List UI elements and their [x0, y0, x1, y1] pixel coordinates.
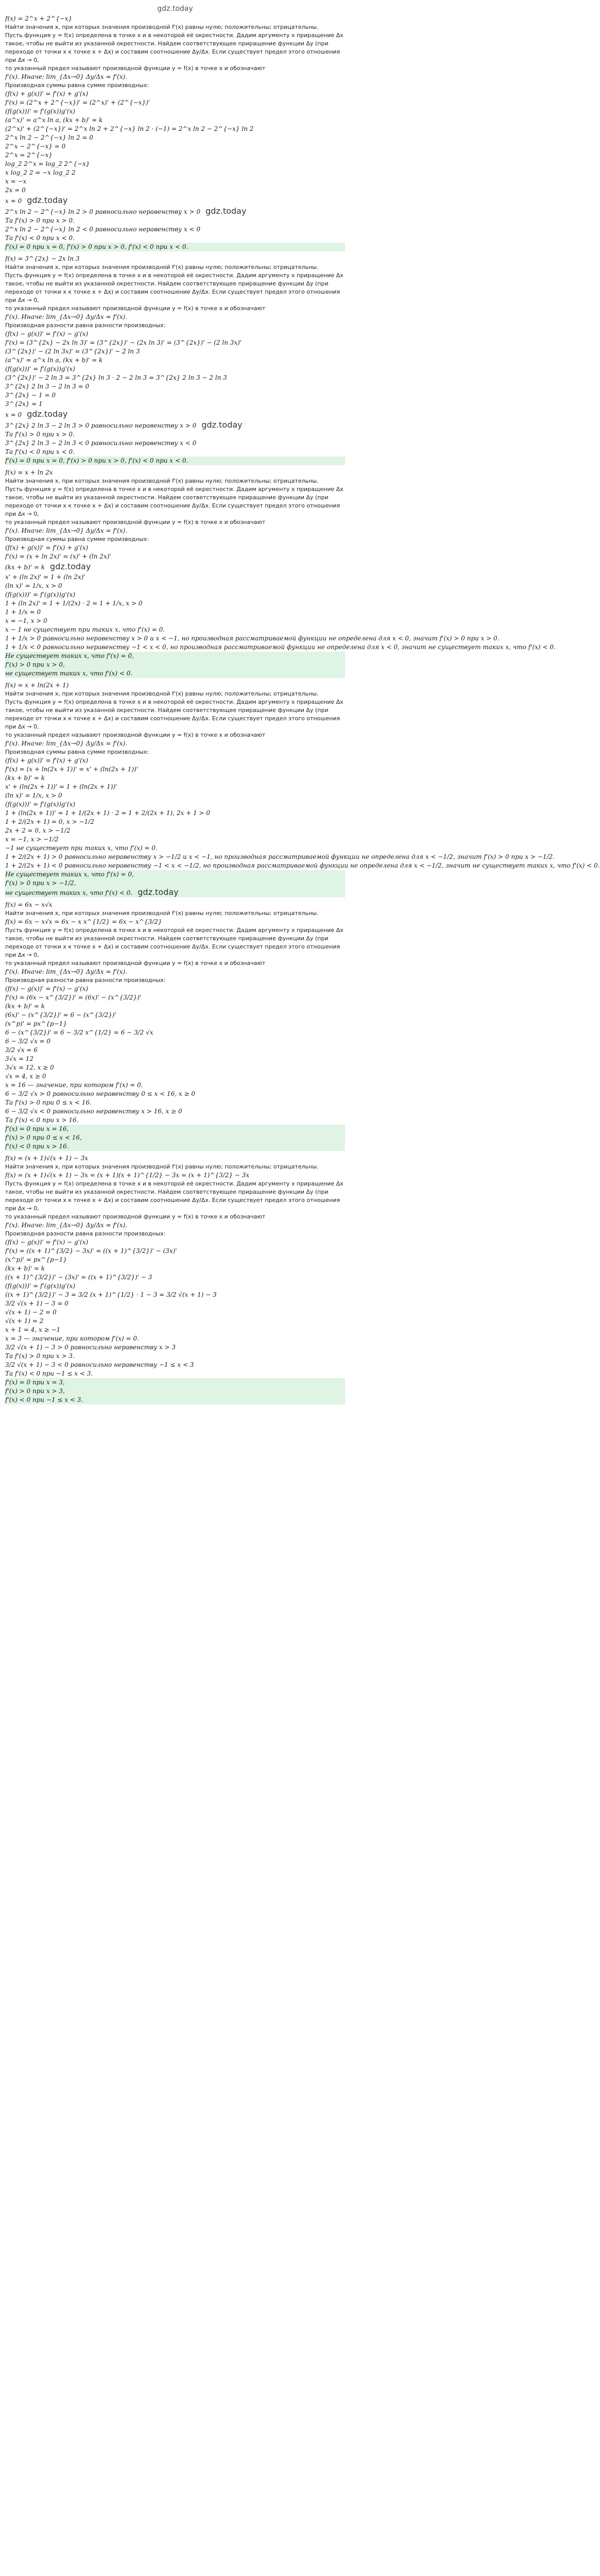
formula-line: [5, 1221, 345, 1230]
line-text: √x = 4, x ≥ 0: [5, 1073, 46, 1080]
formula-line: [5, 1352, 345, 1361]
line-text: Найти значения x, при которых значения производной f'(x) равны нулю; положительны; отрицательны.: [5, 24, 319, 30]
task-t2: [5, 255, 345, 465]
formula-line: [5, 1369, 345, 1378]
solutions: [5, 14, 600, 1404]
line-text: 3√x = 12, x ≥ 0: [5, 1064, 54, 1071]
line-text: 3/2 √(x + 1) − 3 = 0: [5, 1300, 68, 1307]
line-text: x' + (ln(2x + 1))' = 1 + (ln(2x + 1))': [5, 783, 117, 790]
formula-line: [5, 1028, 345, 1037]
formula-line: [5, 774, 345, 783]
line-text: 2x = 0: [5, 187, 26, 194]
formula-line: [5, 195, 345, 207]
formula-line: [5, 1020, 345, 1028]
formula-line: [5, 573, 345, 582]
line-text: (f(g(x)))' = f'(g(x))g'(x): [5, 801, 75, 808]
line-text: Производная разности равна разности производных:: [5, 1230, 166, 1237]
formula-line: [5, 617, 345, 625]
formula-line: [5, 634, 500, 643]
formula-line: [5, 400, 345, 409]
line-text: (a^x)' = a^x ln a, (kx + b)' = k: [5, 116, 103, 124]
line-text: Та f'(x) < 0 при x < 0.: [5, 234, 75, 242]
formula-line: [5, 133, 345, 142]
line-text: не существует таких x, что f'(x) < 0.: [5, 889, 133, 896]
formula-line: [5, 756, 345, 765]
line-text: ((x + 1)^{3/2})' − (3x)' = ((x + 1)^{3/2})' − 3: [5, 1274, 152, 1281]
formula-line: [5, 985, 345, 993]
formula-line: [5, 739, 345, 748]
formula-line: [5, 599, 345, 608]
text-line: [5, 64, 345, 73]
formula-line: [5, 374, 345, 382]
line-text: 3^{2x} = 1: [5, 400, 43, 408]
formula-line: [5, 901, 345, 909]
line-text: f'(x) = 0 при x = 3,: [5, 1379, 65, 1386]
line-text: f'(x) = (6x − x^{3/2})' = (6x)' − (x^{3/2})': [5, 994, 142, 1001]
line-text: (6x)' − (x^{3/2})' = 6 − (x^{3/2})': [5, 1011, 116, 1019]
text-line: [5, 31, 345, 64]
line-text: то указанный предел называют производной функции y = f(x) в точке x и обозначают: [5, 519, 266, 526]
task-t1: [5, 14, 345, 251]
line-text: x = 0: [5, 411, 22, 418]
formula-line: [5, 1256, 345, 1264]
formula-line: [5, 544, 345, 552]
line-text: 6 − 3/2 √x > 0 равносильно неравенству 0 ≤ x < 16, x ≥ 0: [5, 1090, 195, 1097]
line-text: 6 − 3/2 √x < 0 равносильно неравенству x > 16, x ≥ 0: [5, 1108, 182, 1115]
line-text: 2^x = 2^{−x}: [5, 151, 53, 159]
formula-line: [5, 1264, 345, 1273]
formula-line: [5, 809, 345, 818]
task-t6: [5, 1154, 345, 1404]
formula-line: [5, 1055, 345, 1063]
text-line: [5, 272, 345, 304]
line-text: Та f'(x) > 0 при 0 ≤ x < 16.: [5, 1099, 92, 1106]
formula-line: [5, 338, 345, 347]
text-line: [5, 263, 345, 272]
line-text: Та f'(x) < 0 при x > 16.: [5, 1116, 79, 1124]
formula-line: [5, 186, 345, 195]
line-text: Производная разности равна разности производных:: [5, 322, 166, 329]
formula-line: [5, 527, 345, 535]
answer-line: [5, 1378, 345, 1387]
line-text: 3^{2x} 2 ln 3 − 2 ln 3 < 0 равносильно неравенству x < 0: [5, 439, 197, 447]
text-line: [5, 976, 345, 985]
answer-line: [5, 870, 345, 879]
line-text: (kx + b)' = k: [5, 774, 45, 782]
formula-line: [5, 234, 345, 243]
formula-line: [5, 1317, 345, 1326]
formula-line: [5, 448, 345, 456]
formula-line: [5, 14, 345, 23]
site-watermark: gdz.today: [157, 5, 193, 13]
formula-line: [5, 151, 345, 160]
line-text: x + 1 = 4, x ≥ −1: [5, 1326, 61, 1333]
formula-line: [5, 1046, 345, 1055]
line-text: Найти значения x, при которых значения производной f'(x) равны нулю; положительны; отрицательны.: [5, 910, 319, 917]
line-text: f'(x) < 0 при −1 ≤ x < 3.: [5, 1396, 83, 1403]
line-text: f'(x) = (3^{2x} − 2x ln 3)' = (3^{2x})' − (2x ln 3)' = (3^{2x})' − (2 ln 3x)': [5, 339, 242, 346]
formula-line: [5, 1299, 345, 1308]
line-text: f(x) = 6x − x√x = 6x − x x^{1/2} = 6x − x^{3/2}: [5, 918, 162, 925]
watermark: gdz.today: [50, 562, 91, 571]
line-text: f'(x). Иначе: lim_{Δx→0} Δy/Δx = f'(x).: [5, 1222, 127, 1229]
line-text: Та f'(x) < 0 при −1 ≤ x < 3.: [5, 1370, 93, 1377]
line-text: Найти значения x, при которых значения производной f'(x) равны нулю; положительны; отрицательны.: [5, 478, 319, 484]
formula-line: [5, 356, 345, 365]
formula-line: [5, 800, 345, 809]
text-line: [5, 690, 345, 698]
line-text: (f(g(x)))' = f'(g(x))g'(x): [5, 365, 75, 372]
line-text: (kx + b)' = k: [5, 1265, 45, 1272]
formula-line: [5, 561, 345, 573]
formula-line: [5, 255, 345, 263]
line-text: (f(x) + g(x))' = f'(x) + g'(x): [5, 90, 89, 97]
formula-line: [5, 1334, 345, 1343]
line-text: 1 + 2/(2x + 1) > 0 равносильно неравенству x > −1/2 и x < −1, но производная рассматриваемой функции не определена для x < −1/2, значит f'(x) > 0 при x > −1/2.: [5, 853, 555, 860]
formula-line: [5, 1273, 345, 1282]
watermark: gdz.today: [205, 206, 247, 216]
line-text: (ln x)' = 1/x, x > 0: [5, 792, 62, 799]
formula-line: [5, 439, 345, 448]
formula-line: [5, 1090, 345, 1098]
formula-line: [5, 90, 345, 98]
text-line: [5, 1180, 345, 1213]
line-text: Та f'(x) > 0 при x > 3.: [5, 1352, 75, 1360]
text-line: [5, 477, 345, 485]
answer-line: [5, 243, 345, 251]
formula-line: [5, 968, 345, 976]
watermark: gdz.today: [138, 887, 179, 897]
formula-line: [5, 993, 345, 1002]
formula-line: [5, 468, 345, 477]
line-text: x' + (ln 2x)' = 1 + (ln 2x)': [5, 573, 85, 581]
line-text: x log_2 2 = −x log_2 2: [5, 169, 76, 176]
formula-line: [5, 818, 345, 826]
line-text: (x^p)' = px^{p−1}: [5, 1020, 67, 1027]
text-line: [5, 1163, 345, 1171]
formula-line: [5, 420, 345, 430]
line-text: (f(x) − g(x))' = f'(x) − g'(x): [5, 1239, 89, 1246]
answer-line: [5, 888, 345, 897]
formula-line: [5, 918, 345, 926]
line-text: 1 + 2/(2x + 1) = 0, x > −1/2: [5, 818, 94, 825]
line-text: 1 + 1/x < 0 равносильно неравенству −1 < x < 0, но производная рассматриваемой функции не определена для x < 0, значит не существует таких x, что f'(x) < 0.: [5, 643, 556, 651]
formula-line: [5, 125, 345, 133]
line-text: то указанный предел называют производной функции y = f(x) в точке x и обозначают: [5, 305, 266, 312]
line-text: (kx + b)' = k: [5, 564, 45, 571]
formula-line: [5, 582, 345, 590]
line-text: f'(x). Иначе: lim_{Δx→0} Δy/Δx = f'(x).: [5, 527, 127, 534]
watermark: gdz.today: [27, 195, 68, 205]
formula-line: [5, 177, 345, 186]
formula-line: [5, 552, 345, 561]
formula-line: [5, 1154, 345, 1163]
line-text: x − 1 не существует при таких x, что f'(x) = 0.: [5, 626, 165, 633]
answer-line: [5, 1133, 345, 1142]
line-text: то указанный предел называют производной функции y = f(x) в точке x и обозначают: [5, 65, 266, 72]
line-text: 3/2 √x = 6: [5, 1046, 38, 1054]
line-text: (f(g(x)))' = f'(g(x))g'(x): [5, 108, 75, 115]
formula-line: [5, 1063, 345, 1072]
text-line: [5, 959, 345, 968]
formula-line: [5, 1282, 345, 1291]
formula-line: [5, 1072, 345, 1081]
watermark: gdz.today: [27, 409, 68, 419]
line-text: f(x) = x + ln(2x + 1): [5, 682, 69, 689]
task-t3: [5, 468, 556, 678]
line-text: 3/2 √(x + 1) − 3 > 0 равносильно неравенству x > 3: [5, 1344, 176, 1351]
line-text: f(x) = x + ln 2x: [5, 469, 53, 476]
line-text: Та f'(x) < 0 при x < 0.: [5, 448, 75, 455]
formula-line: [5, 313, 345, 321]
line-text: f'(x) > 0 при x > −1/2,: [5, 879, 76, 887]
line-text: (3^{2x})' − 2 ln 3 = 3^{2x} ln 3 · 2 − 2 ln 3 = 3^{2x} 2 ln 3 − 2 ln 3: [5, 374, 227, 381]
line-text: Пусть функция y = f(x) определена в точке x и в некоторой её окрестности. Дадим аргументу x приращение Δx такое, чтобы не выйти из указанной окрестности. Найдем соответствующее приращение функции Δy (при переходе от точки x к точке x + Δx) и составим соотношение Δy/Δx. Если существует предел этого отношения при Δx → 0,: [5, 32, 344, 63]
line-text: Пусть функция y = f(x) определена в точке x и в некоторой её окрестности. Дадим аргументу x приращение Δx такое, чтобы не выйти из указанной окрестности. Найдем соответствующее приращение функции Δy (при переходе от точки x к точке x + Δx) и составим соотношение Δy/Δx. Если существует предел этого отношения при Δx → 0,: [5, 699, 344, 730]
text-line: [5, 1230, 345, 1238]
formula-line: [5, 765, 345, 774]
line-text: не существует таких x, что f'(x) < 0.: [5, 670, 133, 677]
line-text: (f(x) − g(x))' = f'(x) − g'(x): [5, 330, 89, 337]
text-line: [5, 485, 345, 518]
answer-line: [5, 1125, 345, 1133]
line-text: 6 − (x^{3/2})' = 6 − 3/2 x^{1/2} = 6 − 3/2 √x: [5, 1029, 153, 1036]
text-line: [5, 698, 345, 731]
formula-line: [5, 216, 345, 225]
formula-line: [5, 73, 345, 81]
line-text: f'(x) = (x + ln 2x)' = (x)' + (ln 2x)': [5, 553, 111, 560]
line-text: (f(x) + g(x))' = f'(x) + g'(x): [5, 757, 89, 764]
line-text: f'(x) = 0 при x = 0, f'(x) > 0 при x > 0, f'(x) < 0 при x < 0.: [5, 457, 188, 464]
line-text: Не существует таких x, что f'(x) = 0,: [5, 652, 134, 659]
text-line: [5, 909, 345, 918]
line-text: log_2 2^x = log_2 2^{−x}: [5, 160, 90, 167]
line-text: x = −1, x > 0: [5, 617, 47, 624]
line-text: Производная разности равна разности производных:: [5, 977, 166, 984]
formula-line: [5, 681, 345, 690]
line-text: f'(x). Иначе: lim_{Δx→0} Δy/Δx = f'(x).: [5, 740, 127, 747]
formula-line: [5, 225, 345, 234]
line-text: f'(x). Иначе: lim_{Δx→0} Δy/Δx = f'(x).: [5, 73, 127, 80]
line-text: f(x) = (x + 1)√(x + 1) − 3x: [5, 1155, 88, 1162]
line-text: x = −1, x > −1/2: [5, 836, 59, 843]
formula-line: [5, 142, 345, 151]
line-text: (kx + b)' = k: [5, 1003, 45, 1010]
line-text: f'(x). Иначе: lim_{Δx→0} Δy/Δx = f'(x).: [5, 968, 127, 975]
formula-line: [5, 625, 345, 634]
answer-line: [5, 660, 345, 669]
formula-line: [5, 1098, 345, 1107]
line-text: f'(x) > 0 при 0 ≤ x < 16,: [5, 1134, 82, 1141]
line-text: Производная суммы равна сумме производных:: [5, 82, 149, 89]
line-text: (f(x) − g(x))' = f'(x) − g'(x): [5, 985, 89, 992]
line-text: ((x + 1)^{3/2})' − 3 = 3/2 (x + 1)^{1/2} · 1 − 3 = 3/2 √(x + 1) − 3: [5, 1291, 217, 1298]
line-text: Та f'(x) > 0 при x > 0.: [5, 431, 75, 438]
line-text: f'(x) < 0 при x > 16.: [5, 1143, 69, 1150]
line-text: x = 0: [5, 197, 22, 205]
formula-line: [5, 1081, 345, 1090]
line-text: то указанный предел называют производной функции y = f(x) в точке x и обозначают: [5, 732, 266, 738]
formula-line: [5, 783, 345, 791]
formula-line: [5, 365, 345, 374]
formula-line: [5, 1238, 345, 1247]
line-text: x = 3 — значение, при котором f'(x) = 0.: [5, 1335, 139, 1342]
line-text: 6 − 3/2 √x = 0: [5, 1038, 51, 1045]
line-text: (f(g(x)))' = f'(g(x))g'(x): [5, 591, 75, 598]
line-text: 3^{2x} 2 ln 3 − 2 ln 3 = 0: [5, 383, 90, 390]
text-line: [5, 304, 345, 313]
line-text: Та f'(x) > 0 при x > 0.: [5, 217, 75, 224]
line-text: Найти значения x, при которых значения производной f'(x) равны нулю; положительны; отрицательны.: [5, 1163, 319, 1170]
line-text: (a^x)' = a^x ln a, (kx + b)' = k: [5, 357, 103, 364]
line-text: f(x) = 6x − x√x: [5, 901, 53, 908]
formula-line: [5, 116, 345, 125]
formula-line: [5, 391, 345, 400]
line-text: 3√x = 12: [5, 1055, 34, 1062]
line-text: 1 + 2/(2x + 1) < 0 равносильно неравенству −1 < x < −1/2, но производная рассматриваемой функции не определена для x < −1/2, значит не существует таких x, что f'(x) < 0.: [5, 862, 600, 869]
line-text: (f(g(x)))' = f'(g(x))g'(x): [5, 1282, 75, 1290]
line-text: 2^x ln 2 − 2^{−x} ln 2 < 0 равносильно неравенству x < 0: [5, 226, 201, 233]
line-text: 3^{2x} − 1 = 0: [5, 392, 56, 399]
formula-line: [5, 1171, 345, 1180]
line-text: Пусть функция y = f(x) определена в точке x и в некоторой её окрестности. Дадим аргументу x приращение Δx такое, чтобы не выйти из указанной окрестности. Найдем соответствующее приращение функции Δy (при переходе от точки x к точке x + Δx) и составим соотношение Δy/Δx. Если существует предел этого отношения при Δx → 0,: [5, 1180, 344, 1212]
line-text: 2^x − 2^{−x} = 0: [5, 143, 66, 150]
formula-line: [5, 1308, 345, 1317]
text-line: [5, 518, 345, 527]
formula-line: [5, 347, 345, 356]
line-text: 2^x ln 2 − 2^{−x} ln 2 > 0 равносильно неравенству x > 0: [5, 208, 201, 215]
line-text: f'(x) = 0 при x = 0, f'(x) > 0 при x > 0, f'(x) < 0 при x < 0.: [5, 243, 188, 250]
line-text: f'(x). Иначе: lim_{Δx→0} Δy/Δx = f'(x).: [5, 313, 127, 320]
answer-line: [5, 669, 345, 678]
line-text: f'(x) > 0 при x > 3,: [5, 1387, 65, 1395]
formula-line: [5, 168, 345, 177]
formula-line: [5, 1037, 345, 1046]
formula-line: [5, 1247, 345, 1256]
line-text: 1 + (ln(2x + 1))' = 1 + 1/(2x + 1) · 2 = 1 + 2/(2x + 1), 2x + 1 > 0: [5, 809, 210, 817]
formula-line: [5, 382, 345, 391]
answer-line: [5, 879, 345, 888]
formula-line: [5, 1116, 345, 1125]
line-text: то указанный предел называют производной функции y = f(x) в точке x и обозначают: [5, 1213, 266, 1220]
formula-line: [5, 608, 345, 617]
formula-line: [5, 1343, 345, 1352]
formula-line: [5, 861, 600, 870]
formula-line: [5, 1291, 345, 1299]
formula-line: [5, 835, 345, 844]
text-line: [5, 321, 345, 330]
line-text: Пусть функция y = f(x) определена в точке x и в некоторой её окрестности. Дадим аргументу x приращение Δx такое, чтобы не выйти из указанной окрестности. Найдем соответствующее приращение функции Δy (при переходе от точки x к точке x + Δx) и составим соотношение Δy/Δx. Если существует предел этого отношения при Δx → 0,: [5, 927, 344, 958]
line-text: 1 + 1/x > 0 равносильно неравенству x > 0 и x < −1, но производная рассматриваемой функции не определена для x < 0, значит f'(x) > 0 при x > 0.: [5, 635, 500, 642]
formula-line: [5, 643, 556, 652]
line-text: f'(x) = 0 при x = 16,: [5, 1125, 69, 1132]
line-text: то указанный предел называют производной функции y = f(x) в точке x и обозначают: [5, 960, 266, 967]
formula-line: [5, 160, 345, 168]
line-text: f(x) = (x + 1)√(x + 1) − 3x = (x + 1)(x + 1)^{1/2} − 3x = (x + 1)^{3/2} − 3x: [5, 1172, 250, 1179]
formula-line: [5, 207, 345, 216]
formula-line: [5, 826, 345, 835]
text-line: [5, 535, 345, 544]
answer-line: [5, 456, 345, 465]
line-text: 2^x ln 2 − 2^{−x} ln 2 = 0: [5, 134, 93, 141]
formula-line: [5, 430, 345, 439]
line-text: (f(x) + g(x))' = f'(x) + g'(x): [5, 544, 89, 551]
text-line: [5, 926, 345, 959]
formula-line: [5, 1361, 345, 1369]
text-line: [5, 81, 345, 90]
line-text: 2x + 2 = 0, x > −1/2: [5, 827, 71, 834]
line-text: 1 + (ln 2x)' = 1 + 1/(2x) · 2 = 1 + 1/x, x > 0: [5, 600, 143, 607]
line-text: √(x + 1) = 2: [5, 1317, 44, 1325]
formula-line: [5, 853, 555, 861]
formula-line: [5, 791, 345, 800]
answer-line: [5, 1387, 345, 1396]
line-text: Пусть функция y = f(x) определена в точке x и в некоторой её окрестности. Дадим аргументу x приращение Δx такое, чтобы не выйти из указанной окрестности. Найдем соответствующее приращение функции Δy (при переходе от точки x к точке x + Δx) и составим соотношение Δy/Δx. Если существует предел этого отношения при Δx → 0,: [5, 272, 344, 303]
text-line: [5, 748, 345, 756]
answer-line: [5, 1142, 345, 1151]
watermark: gdz.today: [201, 420, 243, 430]
line-text: (ln x)' = 1/x, x > 0: [5, 582, 62, 589]
text-line: [5, 1213, 345, 1221]
line-text: Не существует таких x, что f'(x) = 0,: [5, 871, 134, 878]
line-text: Производная суммы равна сумме производных:: [5, 536, 149, 543]
line-text: (x^p)' = px^{p−1}: [5, 1256, 67, 1263]
formula-line: [5, 107, 345, 116]
task-t5: [5, 901, 345, 1151]
formula-line: [5, 98, 345, 107]
line-text: 1 + 1/x = 0: [5, 608, 41, 616]
line-text: Производная суммы равна сумме производных:: [5, 749, 149, 755]
text-line: [5, 731, 345, 739]
line-text: f'(x) = (x + ln(2x + 1))' = x' + (ln(2x + 1))': [5, 766, 139, 773]
line-text: Найти значения x, при которых значения производной f'(x) равны нулю; положительны; отрицательны.: [5, 690, 319, 697]
line-text: f'(x) = (2^x + 2^{−x})' = (2^x)' + (2^{−x})': [5, 99, 150, 106]
answer-line: [5, 1396, 345, 1404]
line-text: Найти значения x, при которых значения производной f'(x) равны нулю; положительны; отрицательны.: [5, 264, 319, 270]
answer-line: [5, 652, 345, 660]
formula-line: [5, 409, 345, 420]
formula-line: [5, 1002, 345, 1011]
formula-line: [5, 1011, 345, 1020]
formula-line: [5, 1326, 345, 1334]
formula-line: [5, 330, 345, 338]
formula-line: [5, 590, 345, 599]
line-text: f'(x) > 0 при x > 0,: [5, 661, 65, 668]
line-text: 3^{2x} 2 ln 3 − 2 ln 3 > 0 равносильно неравенству x > 0: [5, 422, 197, 429]
line-text: f(x) = 3^{2x} − 2x ln 3: [5, 255, 80, 262]
formula-line: [5, 1107, 345, 1116]
text-line: [5, 23, 345, 31]
line-text: √(x + 1) − 2 = 0: [5, 1309, 57, 1316]
line-text: x = −x: [5, 178, 27, 185]
line-text: Пусть функция y = f(x) определена в точке x и в некоторой её окрестности. Дадим аргументу x приращение Δx такое, чтобы не выйти из указанной окрестности. Найдем соответствующее приращение функции Δy (при переходе от точки x к точке x + Δx) и составим соотношение Δy/Δx. Если существует предел этого отношения при Δx → 0,: [5, 486, 344, 517]
line-text: x = 16 — значение, при котором f'(x) = 0.: [5, 1081, 143, 1089]
line-text: (2^x)' + (2^{−x})' = 2^x ln 2 + 2^{−x} ln 2 · (−1) = 2^x ln 2 − 2^{−x} ln 2: [5, 125, 254, 132]
task-t4: [5, 681, 600, 897]
formula-line: [5, 844, 345, 853]
line-text: 3/2 √(x + 1) − 3 < 0 равносильно неравенству −1 ≤ x < 3: [5, 1361, 194, 1368]
line-text: f'(x) = ((x + 1)^{3/2} − 3x)' = ((x + 1)^{3/2})' − (3x)': [5, 1247, 177, 1255]
line-text: f(x) = 2^x + 2^{−x}: [5, 15, 73, 22]
line-text: −1 не существует при таких x, что f'(x) = 0.: [5, 844, 158, 852]
line-text: (3^{2x})' − (2 ln 3x)' = (3^{2x})' − 2 ln 3: [5, 348, 140, 355]
